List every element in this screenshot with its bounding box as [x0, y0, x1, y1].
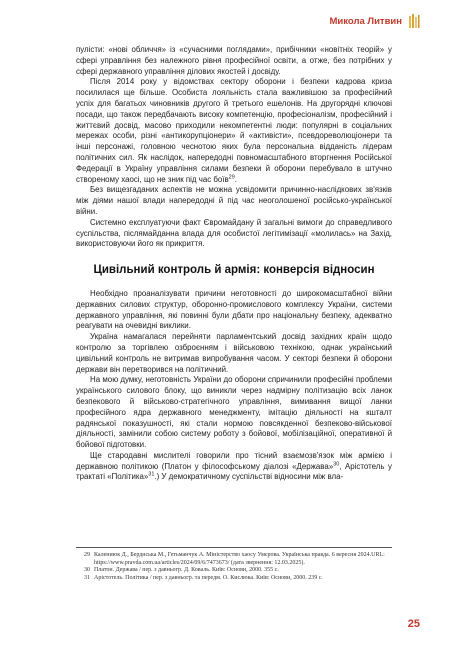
footnote-number: 29	[84, 552, 90, 558]
paragraph: Без вищезгаданих аспектів не можна усвідомити причинно-наслідкових зв'язків між діями нашої влади напередодні й під час неоголошеної російсько-української війни.	[76, 185, 392, 216]
section-title: Цивільний контроль й армія: конверсія відносин	[93, 264, 375, 277]
running-header	[330, 13, 420, 29]
page-number: 25	[407, 618, 420, 630]
book-emblem-icon	[408, 13, 420, 29]
paragraph: Після 2014 року у відомствах сектору оборони і безпеки кадрова криза посилилася ще більше. Особиста лояльність стала важливішою за професійний успіх для багатьох чиновників другого й третього ешелонів. На другорядні ключові посади, що також передбачають високу компетенцію, професіоналізм, професійний і життєвий досвід, масово приходили некомпетентні люди: популярні в соціальних мережах особи, різні «антикорупціонери» й «активісти», псевдореволюціонери та інші персонажі, головною чеснотою яких була персональна відданість лідерам політичних сил. Як наслідок, напередодні повномасштабного вторгнення Російської Федерації в Україну управління силами безпеки й оборони перебувало в штучно створеному хаосі, що не зник під час боїв$^{29}$.	[76, 77, 392, 184]
author-name: Микола Литвин	[329, 15, 402, 27]
footnote	[76, 575, 392, 583]
footnote	[76, 552, 392, 567]
footnote-text: Платон. Держава / пер. з давньогр. Д. Коваль. Київ: Основи, 2000. 355 с.	[94, 567, 279, 574]
footnote-text: Калениюк Д., Берднська М., Гетьманчук А. Міністерство хаосу Умєрова. Українська правда. 6 вересня 2024.URL: https://www.pravda.com.ua/articles/2024/09/6/7473673/ (дата звернення: 12.03.2025).	[94, 552, 385, 566]
page-body	[76, 45, 392, 483]
paragraph: Необхідно проаналізувати причини неготовності до широкомасштабної війни державних силових структур, оборонно-промислового комплексу України, системи державного управління, які повинні були дбати про національну безпеку, адекватно реагувати на очевидні виклики.	[76, 288, 392, 331]
paragraph: На мою думку, неготовність України до оборони спричинили професійні проблеми українського силового блоку, що виникли через надмірну політизацію всіх ланок безпекового й військово-стратегічного управління, вимивання вищої ланки професійного ядра державного менеджменту, імітацію діяльності на кшталт радянської показушності, які стали нормою повсякденної безпеково-військової діяльності, замінили собою систему роботу з бойової, мобілізаційної, оперативної й бойової підготовки.	[76, 375, 392, 450]
footnote-ref: 29	[228, 173, 235, 180]
paragraph: пулісти: «нові обличчя» із «сучасними поглядами», прибічники «новітніх теорій» у сфері управління без належного рівня професійної освіти, а отже, без потрібних у сфері державного управління ділових якостей і досвіду.	[76, 45, 392, 76]
paragraph: Україна намагалася перейняти парламентський досвід західних країн щодо контролю за торгівлею озброєнням і військовою технікою, однак український цивільний контроль не витримав випробування часом. У секторі безпеки й оборони держави він перетворився на політичний.	[76, 332, 392, 374]
footnote-ref: 30	[333, 461, 340, 468]
paragraph: Системно експлуатуючи факт Євромайдану й загальні вимоги до справедливого суспільства, післямайданна влада для особистої легітимізації «молилась» на Захід, використовуючи його як прикриття.	[76, 217, 392, 249]
paragraph: Ще стародавні мислителі говорили про тісний взаємозв'язок між армією і державною політикою (Платон у філософському діалозі «Держава»$^{30}$, Арістотель у трактаті «Політика»$^{31}$.) У демократичному суспільстві відносини між вла-	[76, 450, 392, 482]
footnote-number: 31	[84, 574, 90, 581]
footnote-text: Арістотель. Політика / пер. з давньогр. та передм. О. Кислюка. Київ: Основи, 2000. 239 с.	[94, 574, 323, 581]
footnote-number: 30	[84, 567, 90, 574]
footnote-ref: 31	[148, 471, 155, 478]
footnote	[76, 567, 392, 575]
footnotes	[76, 547, 392, 582]
